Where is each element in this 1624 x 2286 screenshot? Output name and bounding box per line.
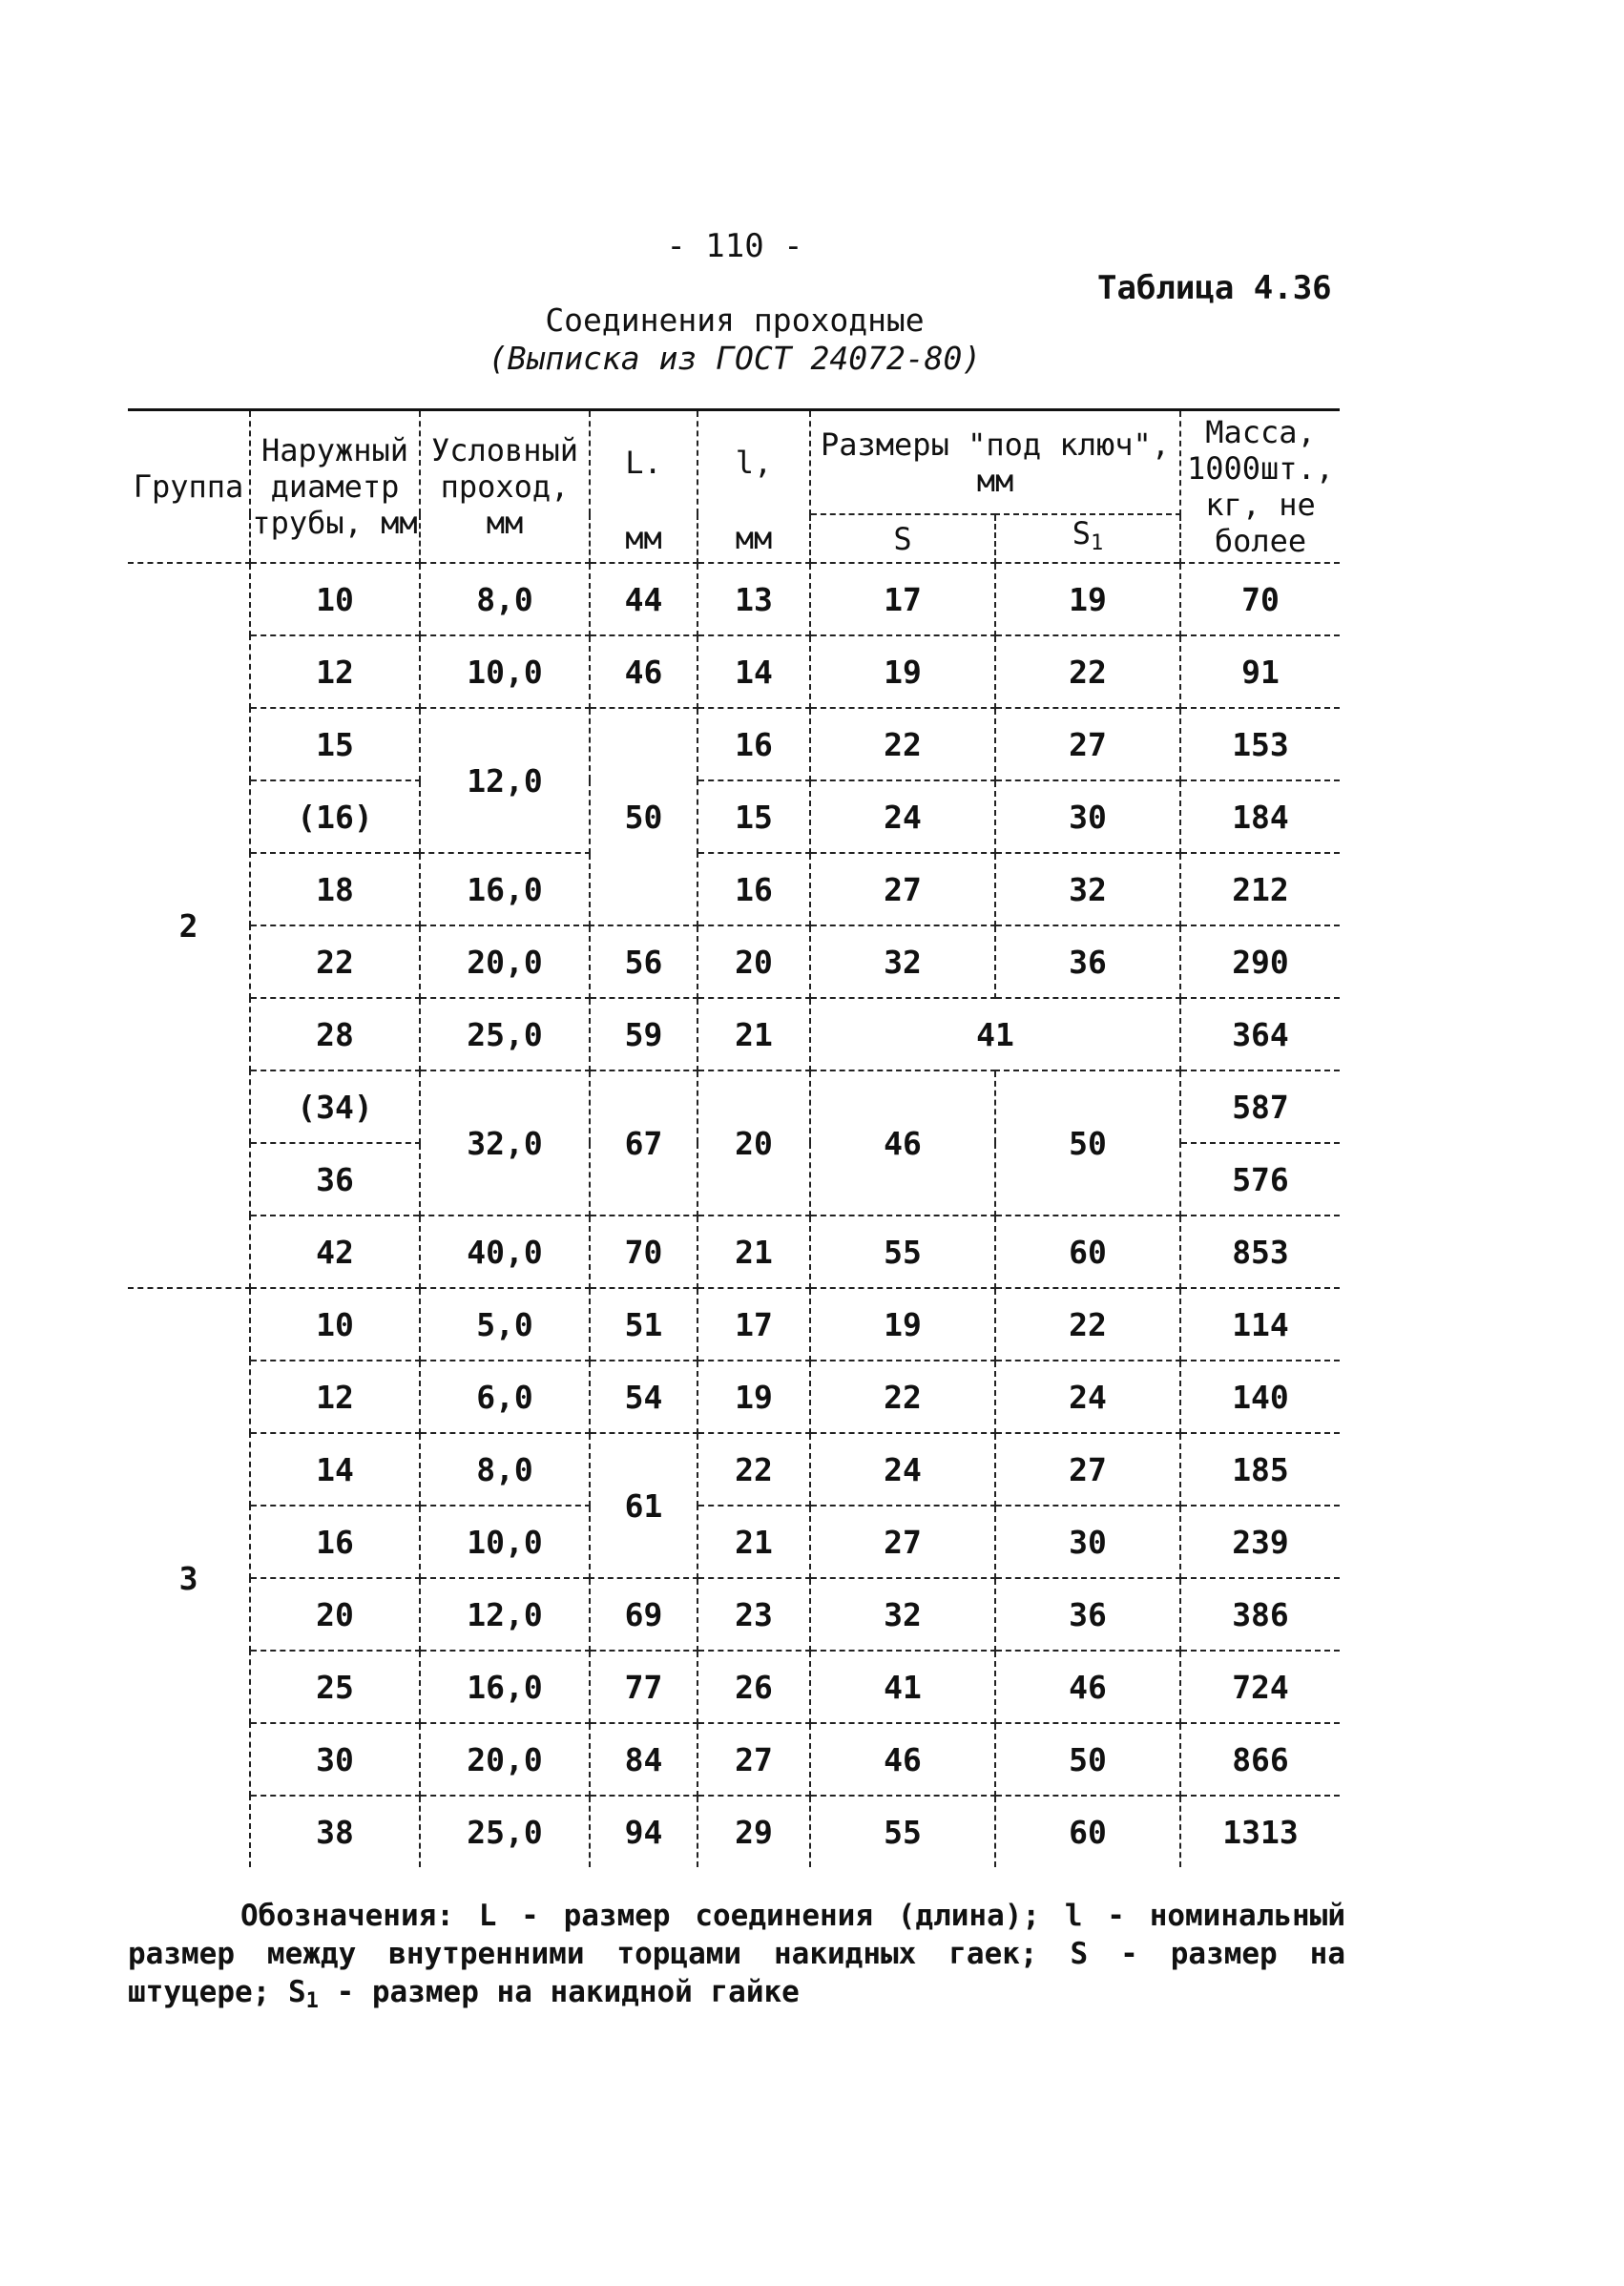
cell-S1: 36 [995, 925, 1180, 998]
cell-outer-diameter: 22 [250, 925, 420, 998]
cell-S-merged: 41 [810, 998, 1180, 1070]
table-row [128, 998, 1340, 1070]
cell-l: 23 [697, 1578, 810, 1651]
cell-l: 21 [697, 1506, 810, 1578]
cell-nominal-bore: 25,0 [420, 998, 590, 1070]
cell-outer-diameter: 42 [250, 1216, 420, 1288]
cell-nominal-bore: 40,0 [420, 1216, 590, 1288]
table-row [128, 1506, 1340, 1578]
table-row [128, 563, 1340, 635]
cell-nominal-bore: 25,0 [420, 1796, 590, 1867]
cell-L: 50 [590, 708, 697, 925]
cell-l: 29 [697, 1796, 810, 1867]
cell-outer-diameter: 15 [250, 708, 420, 780]
header-group: Группа [128, 410, 250, 564]
group-cell: 2 [128, 563, 250, 1288]
cell-S: 19 [810, 635, 995, 708]
header-S1: S1 [995, 514, 1180, 563]
table-label: Таблица 4.36 [1097, 269, 1332, 307]
cell-S1: 22 [995, 635, 1180, 708]
cell-L: 54 [590, 1361, 697, 1433]
header-l: l, [697, 410, 810, 515]
legend-s1: S1 [287, 1975, 319, 2013]
cell-S1: 46 [995, 1651, 1180, 1723]
table-row [128, 1433, 1340, 1506]
cell-mass: 866 [1180, 1723, 1340, 1796]
header-outer-diameter: Наружный диаметр трубы, мм [250, 410, 420, 564]
cell-L: 94 [590, 1796, 697, 1867]
cell-S1: 36 [995, 1578, 1180, 1651]
cell-nominal-bore: 6,0 [420, 1361, 590, 1433]
table-row [128, 1651, 1340, 1723]
cell-outer-diameter: (16) [250, 780, 420, 853]
cell-S: 22 [810, 1361, 995, 1433]
cell-nominal-bore: 5,0 [420, 1288, 590, 1361]
cell-mass: 724 [1180, 1651, 1340, 1723]
table-subtitle: (Выписка из ГОСТ 24072-80) [488, 340, 982, 377]
cell-outer-diameter: 14 [250, 1433, 420, 1506]
cell-nominal-bore: 12,0 [420, 1578, 590, 1651]
cell-S1: 30 [995, 1506, 1180, 1578]
cell-S: 24 [810, 1433, 995, 1506]
cell-outer-diameter: 16 [250, 1506, 420, 1578]
table-row [128, 1361, 1340, 1433]
cell-L: 61 [590, 1433, 697, 1578]
cell-S: 46 [810, 1070, 995, 1216]
cell-nominal-bore: 16,0 [420, 853, 590, 925]
header-L: L. [590, 410, 697, 515]
cell-outer-diameter: 28 [250, 998, 420, 1070]
cell-nominal-bore: 20,0 [420, 1723, 590, 1796]
table-row [128, 780, 1340, 853]
header-mass: Масса, 1000шт., кг, не более [1180, 410, 1340, 564]
cell-l: 20 [697, 1070, 810, 1216]
cell-l: 22 [697, 1433, 810, 1506]
page-number: - 110 - [666, 227, 803, 265]
cell-S1: 30 [995, 780, 1180, 853]
cell-L: 84 [590, 1723, 697, 1796]
table-row [128, 635, 1340, 708]
cell-outer-diameter: 18 [250, 853, 420, 925]
cell-S: 22 [810, 708, 995, 780]
cell-S: 32 [810, 925, 995, 998]
cell-outer-diameter: 36 [250, 1143, 420, 1216]
cell-S: 41 [810, 1651, 995, 1723]
cell-mass: 239 [1180, 1506, 1340, 1578]
table-title: Соединения проходные [545, 301, 925, 339]
table-row [128, 853, 1340, 925]
cell-L: 69 [590, 1578, 697, 1651]
cell-S: 24 [810, 780, 995, 853]
cell-nominal-bore: 8,0 [420, 1433, 590, 1506]
table-row [128, 1216, 1340, 1288]
cell-S: 27 [810, 1506, 995, 1578]
table-row [128, 1288, 1340, 1361]
table-row [128, 925, 1340, 998]
cell-l: 21 [697, 1216, 810, 1288]
cell-S1: 50 [995, 1723, 1180, 1796]
cell-S1: 60 [995, 1216, 1180, 1288]
cell-mass: 1313 [1180, 1796, 1340, 1867]
cell-l: 21 [697, 998, 810, 1070]
cell-L: 70 [590, 1216, 697, 1288]
cell-S1: 60 [995, 1796, 1180, 1867]
cell-mass: 114 [1180, 1288, 1340, 1361]
cell-mass: 140 [1180, 1361, 1340, 1433]
cell-mass: 185 [1180, 1433, 1340, 1506]
cell-l: 16 [697, 708, 810, 780]
cell-nominal-bore: 10,0 [420, 635, 590, 708]
cell-L: 44 [590, 563, 697, 635]
cell-S: 27 [810, 853, 995, 925]
cell-outer-diameter: 25 [250, 1651, 420, 1723]
cell-l: 26 [697, 1651, 810, 1723]
legend-note [128, 1897, 1345, 2021]
cell-mass: 364 [1180, 998, 1340, 1070]
fittings-table [128, 408, 1340, 1867]
cell-outer-diameter: (34) [250, 1070, 420, 1143]
cell-nominal-bore: 12,0 [420, 708, 590, 853]
header-L-unit: мм [590, 514, 697, 563]
cell-outer-diameter: 10 [250, 1288, 420, 1361]
cell-outer-diameter: 12 [250, 1361, 420, 1433]
cell-S: 32 [810, 1578, 995, 1651]
cell-S1: 27 [995, 1433, 1180, 1506]
cell-S1: 32 [995, 853, 1180, 925]
cell-l: 13 [697, 563, 810, 635]
cell-l: 19 [697, 1361, 810, 1433]
cell-mass: 290 [1180, 925, 1340, 998]
header-nominal-bore: Условный проход, мм [420, 410, 590, 564]
cell-nominal-bore: 10,0 [420, 1506, 590, 1578]
cell-mass: 153 [1180, 708, 1340, 780]
cell-outer-diameter: 10 [250, 563, 420, 635]
cell-l: 14 [697, 635, 810, 708]
cell-S1: 22 [995, 1288, 1180, 1361]
cell-l: 27 [697, 1723, 810, 1796]
cell-L: 46 [590, 635, 697, 708]
table-row [128, 1070, 1340, 1143]
header-S: S [810, 514, 995, 563]
cell-l: 17 [697, 1288, 810, 1361]
cell-mass: 587 [1180, 1070, 1340, 1143]
cell-mass: 91 [1180, 635, 1340, 708]
cell-nominal-bore: 32,0 [420, 1070, 590, 1216]
cell-L: 56 [590, 925, 697, 998]
cell-L: 51 [590, 1288, 697, 1361]
table-row [128, 1578, 1340, 1651]
cell-l: 16 [697, 853, 810, 925]
cell-l: 20 [697, 925, 810, 998]
cell-S1: 27 [995, 708, 1180, 780]
legend-text: Обозначения: L - размер соединения (длина); l - номинальный размер между внутренними торцами накидных гаек; S - размер на штуцере; [128, 1899, 1345, 2009]
table-row [128, 1723, 1340, 1796]
cell-mass: 853 [1180, 1216, 1340, 1288]
cell-nominal-bore: 16,0 [420, 1651, 590, 1723]
table-row [128, 1796, 1340, 1867]
cell-nominal-bore: 20,0 [420, 925, 590, 998]
table-row [128, 708, 1340, 780]
cell-L: 67 [590, 1070, 697, 1216]
cell-outer-diameter: 12 [250, 635, 420, 708]
cell-mass: 212 [1180, 853, 1340, 925]
cell-nominal-bore: 8,0 [420, 563, 590, 635]
cell-outer-diameter: 38 [250, 1796, 420, 1867]
cell-S: 17 [810, 563, 995, 635]
cell-S1: 19 [995, 563, 1180, 635]
cell-outer-diameter: 30 [250, 1723, 420, 1796]
cell-S1: 50 [995, 1070, 1180, 1216]
cell-S1: 24 [995, 1361, 1180, 1433]
cell-mass: 576 [1180, 1143, 1340, 1216]
header-wrench-sizes: Размеры "под ключ", мм [810, 410, 1180, 515]
cell-L: 59 [590, 998, 697, 1070]
header-l-unit: мм [697, 514, 810, 563]
cell-l: 15 [697, 780, 810, 853]
cell-mass: 386 [1180, 1578, 1340, 1651]
cell-S: 55 [810, 1216, 995, 1288]
cell-outer-diameter: 20 [250, 1578, 420, 1651]
cell-S: 19 [810, 1288, 995, 1361]
cell-S: 55 [810, 1796, 995, 1867]
group-cell: 3 [128, 1288, 250, 1867]
cell-mass: 70 [1180, 563, 1340, 635]
cell-mass: 184 [1180, 780, 1340, 853]
legend-text-end: - размер на накидной гайке [318, 1975, 800, 2009]
cell-S: 46 [810, 1723, 995, 1796]
cell-L: 77 [590, 1651, 697, 1723]
